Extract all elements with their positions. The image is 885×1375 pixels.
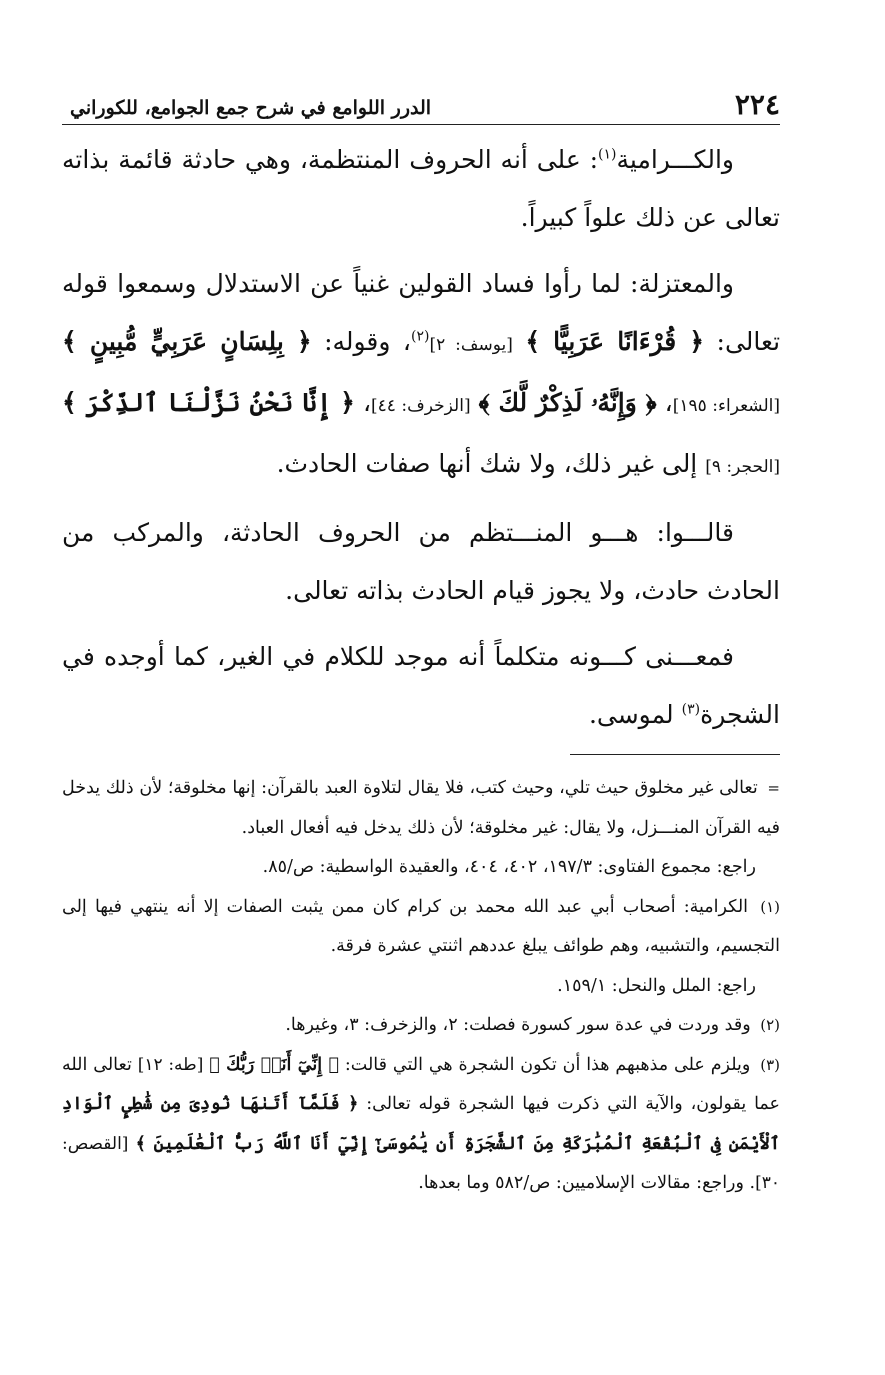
footnote-ref-3[interactable]: (٣) <box>681 701 701 718</box>
footnote-ref-2[interactable]: (٢) <box>410 328 430 345</box>
paragraph-karramiya: والكـــرامية$^{(١)}$: على أنه الحروف المنتظمة، وهي حادثة قائمة بذاته تعالى عن ذلك علواً كبيراً. <box>62 145 780 232</box>
footnote-ref-1[interactable]: (١) <box>598 146 617 163</box>
footnote-number: (٣) <box>760 1055 780 1074</box>
footnote-reference-line: راجع: مجموع الفتاوى: ١٩٧/٣، ٤٠٢، ٤٠٤، والعقيدة الواسطية: ص/٨٥. <box>262 857 756 877</box>
paragraph-meaning: فمعـــنى كـــونه متكلماً أنه موجد للكلام في الغير، كما أوجده في الشجرة$^{(٣)}$ لموسى. <box>62 642 780 729</box>
footnote-continued: = تعالى غير مخلوق حيث تلي، وحيث كتب، فلا يقال لتلاوة العبد بالقرآن: إنها مخلوقة؛ لأن ذلك يدخل فيه القرآن المنـــزل، ولا يقال: غير مخلوقة؛ لأن ذلك يدخل فيه أفعال العباد. <box>62 778 780 838</box>
footnote-divider <box>570 754 780 755</box>
quran-verse: ﴿ فَلَمَّآ أَتَىٰهَا نُودِىَ مِن شَٰطِىِٕ ٱلْوَادِ ٱلْأَيْمَنِ فِى ٱلْبُقْعَةِ ٱلْمُبَٰرَكَةِ مِنَ ٱلشَّجَرَةِ أَن يَٰمُوسَىٰٓ إِنِّيٓ أَنَا ٱللَّهُ رَبُّ ٱلْعَٰلَمِينَ ﴾ <box>62 1094 780 1154</box>
page-header <box>62 88 780 120</box>
paragraph-mutazila: والمعتزلة: لما رأوا فساد القولين غنياً عن الاستدلال وسمعوا قوله تعالى: ﴿ قُرْءَانًا عَرَبِيًّا ﴾ [يوسف: ٢]$^{(٢)}$، وقوله: ﴿ بِلِسَانٍ عَرَبِيٍّ مُّبِينٍ ﴾ [الشعراء: ١٩٥]، ﴿ وَإِنَّهُۥ لَذِكْرٌ لَّكَ ﴾ [الزخرف: ٤٤]، ﴿ إِنَّا نَحْنُ نَزَّلْنَا ٱلذِّكْرَ ﴾ [الحجر: ٩] إلى غير ذلك، ولا شك أنها صفات الحادث. <box>62 269 781 478</box>
header-divider <box>62 124 780 125</box>
footnotes <box>62 769 780 1204</box>
footnote-reference-line: راجع: الملل والنحل: ١٥٩/١. <box>557 975 756 996</box>
main-text <box>62 131 780 744</box>
quran-verse: ﴿ وَإِنَّهُۥ لَذِكْرٌ لَّكَ ﴾ <box>478 388 657 417</box>
book-page <box>62 88 780 1348</box>
continuation-marker: = <box>767 779 780 797</box>
verse-reference: [القصص: ٣٠] <box>62 1133 780 1193</box>
quran-verse: ﴿ إِنِّيٓ أَنَا۠ رَبُّكَ ﴾ <box>209 1054 339 1075</box>
verse-reference: [الحجر: ٩] <box>705 457 780 477</box>
quran-verse: ﴿ قُرْءَانًا عَرَبِيًّا ﴾ <box>525 327 705 356</box>
footnote-1: (١) الكرامية: أصحاب أبي عبد الله محمد بن كرام كان ممن يثبت الصفات إلا أنه ينتهي فيها إلى التجسيم، والتشبيه، وهم طوائف يبلغ عددهم اثنتي عشرة فرقة. <box>62 896 780 956</box>
quran-verse: ﴿ إِنَّا نَحْنُ نَزَّلْنَا ٱلذِّكْرَ ﴾ <box>62 388 355 417</box>
running-title: الدرر اللوامع في شرح جمع الجوامع، للكوراني <box>70 97 432 119</box>
verse-reference: [الشعراء: ١٩٥] <box>672 396 781 416</box>
footnote-number: (٢) <box>760 1016 780 1034</box>
footnote-number: (١) <box>760 897 780 916</box>
quran-verse: ﴿ بِلِسَانٍ عَرَبِيٍّ مُّبِينٍ ﴾ <box>62 327 312 356</box>
verse-reference: [الزخرف: ٤٤] <box>371 396 471 416</box>
footnote-3: (٣) ويلزم على مذهبهم هذا أن تكون الشجرة هي التي قالت: ﴿ إِنِّيٓ أَنَا۠ رَبُّكَ ﴾ [طه: ١٢] تعالى الله عما يقولون، والآية التي ذكرت فيها الشجرة قوله تعالى: ﴿ فَلَمَّآ أَتَىٰهَا نُودِىَ مِن شَٰطِىِٕ ٱلْوَادِ ٱلْأَيْمَنِ فِى ٱلْبُقْعَةِ ٱلْمُبَٰرَكَةِ مِنَ ٱلشَّجَرَةِ أَن يَٰمُوسَىٰٓ إِنِّيٓ أَنَا ٱللَّهُ رَبُّ ٱلْعَٰلَمِينَ ﴾ [القصص: ٣٠]. وراجع: مقالات الإسلاميين: ص/٥٨٢ وما بعدها. <box>62 1054 780 1193</box>
paragraph-qalu: قالـــوا: هـــو المنـــتظم من الحروف الحادثة، والمركب من الحادث حادث، ولا يجوز قيام الحادث بذاته تعالى. <box>62 518 780 605</box>
footnote-2: (٢) وقد وردت في عدة سور كسورة فصلت: ٢، والزخرف: ٣، وغيرها. <box>285 1015 780 1035</box>
verse-reference: [يوسف: ٢] <box>429 335 513 355</box>
verse-reference: [طه: ١٢] <box>137 1054 204 1075</box>
page-number: ٢٢٤ <box>734 88 780 121</box>
